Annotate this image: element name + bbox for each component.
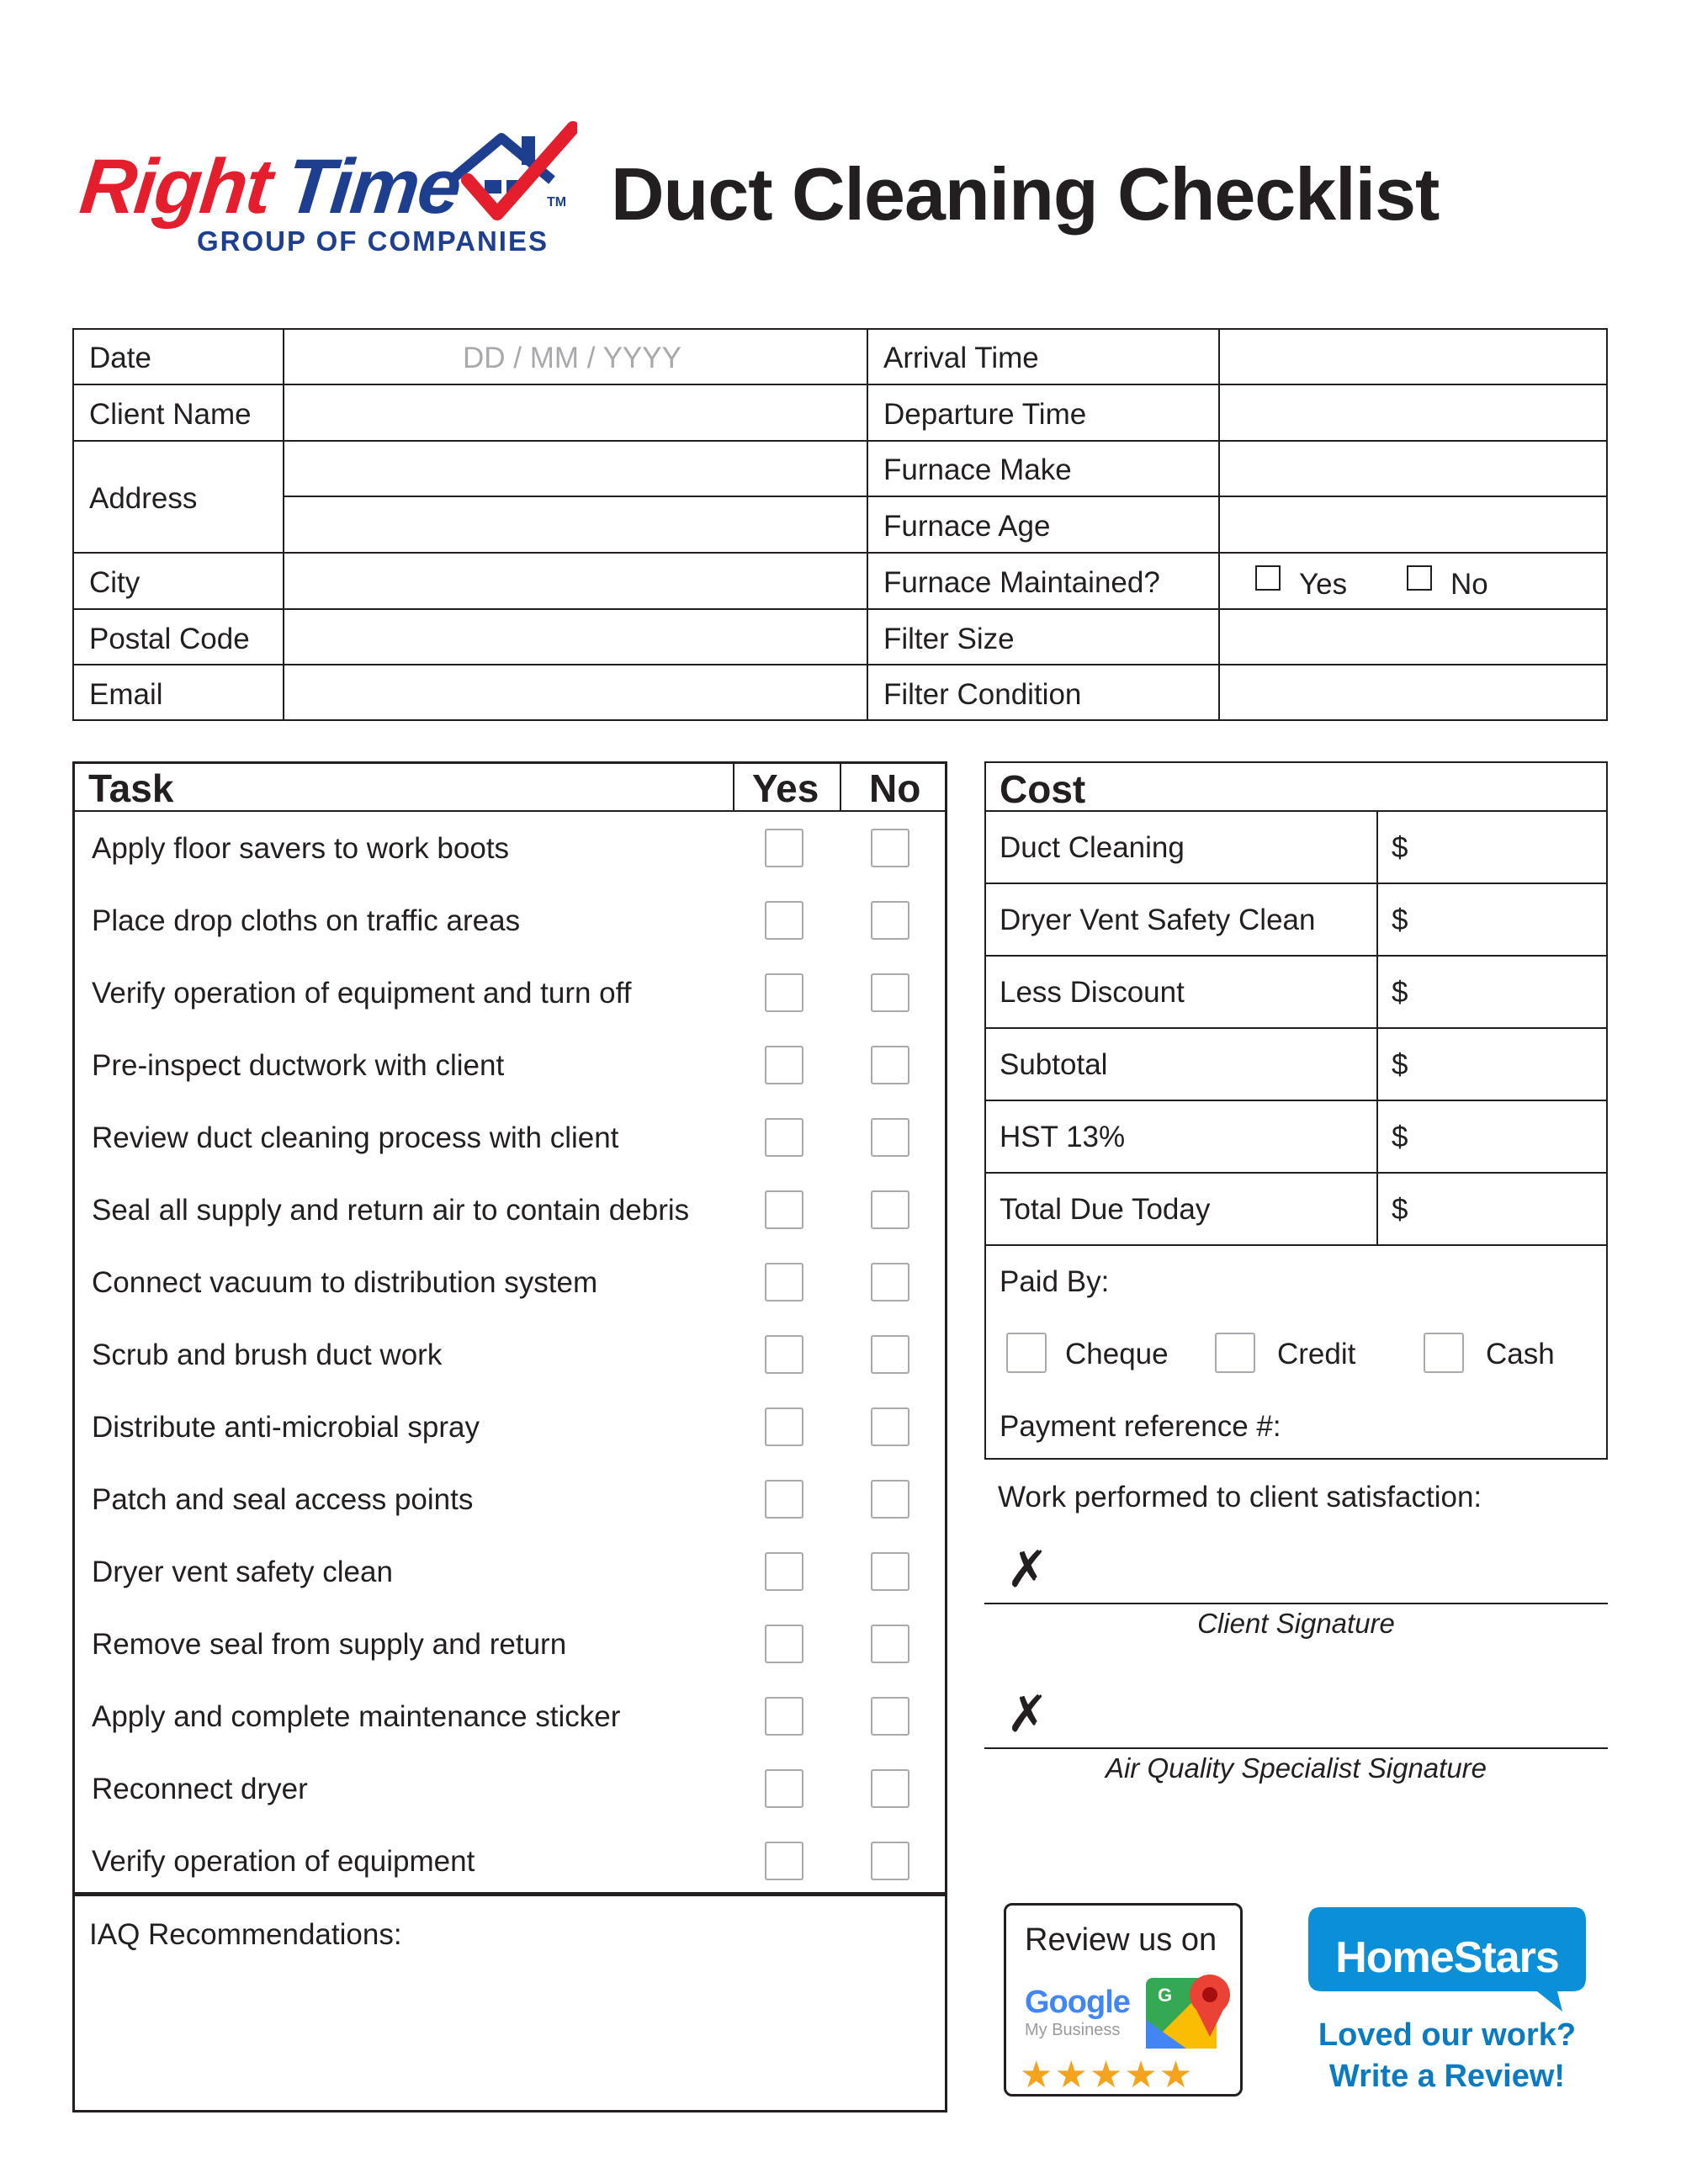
arrival-time-label: Arrival Time (883, 342, 1039, 374)
task-row (75, 1391, 945, 1463)
yes-column-header: Yes (752, 766, 819, 810)
task-row (75, 1463, 945, 1535)
credit-checkbox[interactable] (1215, 1333, 1255, 1373)
company-logo (76, 121, 577, 257)
logo-subtitle: GROUP OF COMPANIES (197, 225, 549, 257)
task-row (75, 1680, 945, 1752)
five-star-rating: ★★★★★ (1020, 2054, 1195, 2096)
task-yes-checkbox[interactable] (765, 1552, 803, 1591)
task-row (75, 1318, 945, 1391)
my-business-label: My Business (1025, 2021, 1121, 2039)
task-checklist-table (72, 761, 947, 1895)
homestars-logo[interactable] (1305, 1904, 1589, 2013)
task-label: Reconnect dryer (92, 1773, 308, 1805)
cost-currency[interactable]: $ (1392, 904, 1408, 936)
task-yes-checkbox[interactable] (765, 1407, 803, 1446)
specialist-signature-line[interactable] (984, 1747, 1608, 1749)
no-column-header: No (869, 766, 921, 810)
furnace-maintained-no-checkbox[interactable] (1407, 565, 1432, 591)
task-label: Remove seal from supply and return (92, 1628, 567, 1661)
filter-size-label: Filter Size (883, 623, 1015, 655)
task-no-checkbox[interactable] (871, 1552, 909, 1591)
task-row (75, 1101, 945, 1174)
task-no-checkbox[interactable] (871, 901, 909, 940)
email-field[interactable] (284, 665, 865, 718)
task-label: Dryer vent safety clean (92, 1556, 393, 1588)
task-no-checkbox[interactable] (871, 1335, 909, 1374)
furnace-make-field[interactable] (1222, 442, 1604, 495)
postal-code-field[interactable] (284, 610, 865, 663)
task-no-checkbox[interactable] (871, 1407, 909, 1446)
arrival-time-field[interactable] (1222, 330, 1604, 383)
task-yes-checkbox[interactable] (765, 1263, 803, 1301)
task-label: Review duct cleaning process with client (92, 1121, 619, 1154)
task-yes-checkbox[interactable] (765, 1697, 803, 1736)
task-yes-checkbox[interactable] (765, 973, 803, 1012)
task-label: Place drop cloths on traffic areas (92, 904, 521, 937)
cost-currency[interactable]: $ (1392, 831, 1408, 864)
cost-item-less-discount: Less Discount (1000, 976, 1185, 1009)
task-no-checkbox[interactable] (871, 1480, 909, 1519)
date-field[interactable]: DD / MM / YYYY (463, 342, 681, 374)
task-label: Apply floor savers to work boots (92, 832, 510, 865)
client-info-table (72, 328, 1608, 721)
city-label: City (89, 566, 141, 599)
task-yes-checkbox[interactable] (765, 1625, 803, 1663)
task-row (75, 1174, 945, 1246)
task-yes-checkbox[interactable] (765, 901, 803, 940)
filter-condition-field[interactable] (1222, 665, 1604, 718)
task-yes-checkbox[interactable] (765, 1480, 803, 1519)
task-yes-checkbox[interactable] (765, 1190, 803, 1229)
task-no-checkbox[interactable] (871, 1263, 909, 1301)
cost-currency[interactable]: $ (1392, 1121, 1408, 1153)
cost-currency[interactable]: $ (1392, 1048, 1408, 1081)
cheque-label: Cheque (1065, 1338, 1169, 1370)
furnace-maintained-yes-checkbox[interactable] (1255, 565, 1281, 591)
specialist-signature-x-mark: ✗ (1006, 1686, 1049, 1742)
task-label: Patch and seal access points (92, 1483, 474, 1516)
payment-reference-label: Payment reference #: (1000, 1410, 1281, 1443)
task-row (75, 957, 945, 1029)
cost-item-total-due: Total Due Today (1000, 1193, 1211, 1226)
specialist-signature-label: Air Quality Specialist Signature (1105, 1752, 1487, 1784)
task-yes-checkbox[interactable] (765, 1769, 803, 1808)
task-no-checkbox[interactable] (871, 1842, 909, 1880)
task-label: Distribute anti-microbial spray (92, 1411, 480, 1444)
filter-condition-label: Filter Condition (883, 678, 1082, 711)
cost-currency[interactable]: $ (1392, 976, 1408, 1009)
client-signature-x-mark: ✗ (1006, 1541, 1049, 1598)
task-label: Seal all supply and return air to contain debris (92, 1194, 690, 1227)
address-line-1-field[interactable] (284, 442, 865, 495)
task-row (75, 1029, 945, 1101)
task-no-checkbox[interactable] (871, 829, 909, 867)
homestars-wordmark: HomeStars (1335, 1933, 1559, 1982)
task-yes-checkbox[interactable] (765, 1118, 803, 1157)
departure-time-label: Departure Time (883, 398, 1087, 431)
date-label: Date (89, 342, 151, 374)
task-row (75, 1608, 945, 1680)
client-name-field[interactable] (284, 385, 865, 438)
homestars-tagline[interactable] (1305, 2015, 1589, 2098)
cash-label: Cash (1486, 1338, 1555, 1370)
task-no-checkbox[interactable] (871, 1118, 909, 1157)
google-wordmark: Google (1025, 1985, 1130, 2020)
google-review-badge[interactable] (1004, 1903, 1243, 2097)
google-maps-icon (1144, 1969, 1232, 2052)
cost-currency[interactable]: $ (1392, 1193, 1408, 1226)
task-label: Pre-inspect ductwork with client (92, 1049, 505, 1082)
departure-time-field[interactable] (1222, 385, 1604, 438)
logo-word-right: Right (76, 144, 275, 230)
postal-code-label: Postal Code (89, 623, 250, 655)
task-column-header: Task (88, 766, 174, 810)
furnace-age-label: Furnace Age (883, 510, 1051, 543)
furnace-maintained-no-label: No (1450, 568, 1488, 601)
cost-item-dryer-vent: Dryer Vent Safety Clean (1000, 904, 1316, 936)
task-label: Apply and complete maintenance sticker (92, 1700, 621, 1733)
cost-header: Cost (1000, 767, 1086, 811)
logo-word-time: Time (282, 144, 464, 230)
trademark-symbol: TM (547, 195, 567, 209)
page-title: Duct Cleaning Checklist (611, 152, 1440, 236)
task-row (75, 1825, 945, 1897)
task-no-checkbox[interactable] (871, 1769, 909, 1808)
task-label: Connect vacuum to distribution system (92, 1266, 598, 1299)
address-label: Address (89, 482, 198, 515)
city-field[interactable] (284, 554, 865, 607)
cost-item-duct-cleaning: Duct Cleaning (1000, 831, 1185, 864)
credit-label: Credit (1277, 1338, 1356, 1370)
cost-item-hst: HST 13% (1000, 1121, 1126, 1153)
address-line-2-field[interactable] (284, 497, 865, 550)
iaq-recommendations-box[interactable] (72, 1894, 947, 2112)
client-name-label: Client Name (89, 398, 252, 431)
task-no-checkbox[interactable] (871, 1190, 909, 1229)
review-us-on-label: Review us on (1025, 1922, 1217, 1958)
task-row (75, 884, 945, 957)
cost-table (984, 761, 1608, 1460)
iaq-recommendations-label: IAQ Recommendations: (89, 1918, 402, 1951)
task-yes-checkbox[interactable] (765, 1842, 803, 1880)
task-row (75, 812, 945, 884)
task-no-checkbox[interactable] (871, 1625, 909, 1663)
client-signature-line[interactable] (984, 1603, 1608, 1604)
task-row (75, 1752, 945, 1825)
task-row (75, 1246, 945, 1318)
filter-size-field[interactable] (1222, 610, 1604, 663)
task-yes-checkbox[interactable] (765, 829, 803, 867)
satisfaction-label: Work performed to client satisfaction: (998, 1481, 1482, 1513)
task-no-checkbox[interactable] (871, 973, 909, 1012)
cost-item-subtotal: Subtotal (1000, 1048, 1108, 1081)
email-label: Email (89, 678, 163, 711)
furnace-make-label: Furnace Make (883, 453, 1072, 486)
furnace-age-field[interactable] (1222, 497, 1604, 550)
task-label: Verify operation of equipment and turn off (92, 977, 632, 1010)
paid-by-label: Paid By: (1000, 1265, 1110, 1298)
cash-checkbox[interactable] (1424, 1333, 1464, 1373)
furnace-maintained-label: Furnace Maintained? (883, 566, 1160, 599)
cheque-checkbox[interactable] (1006, 1333, 1047, 1373)
task-no-checkbox[interactable] (871, 1046, 909, 1084)
task-label: Verify operation of equipment (92, 1845, 475, 1878)
task-row (75, 1535, 945, 1608)
homestars-tagline-line-2: Write a Review! (1328, 2059, 1566, 2095)
task-yes-checkbox[interactable] (765, 1046, 803, 1084)
task-no-checkbox[interactable] (871, 1697, 909, 1736)
maps-letter: G (1158, 1985, 1173, 2006)
client-signature-label: Client Signature (1197, 1608, 1395, 1639)
furnace-maintained-yes-label: Yes (1299, 568, 1348, 601)
task-label: Scrub and brush duct work (92, 1338, 443, 1371)
homestars-tagline-line-1: Loved our work? (1318, 2017, 1577, 2053)
task-yes-checkbox[interactable] (765, 1335, 803, 1374)
